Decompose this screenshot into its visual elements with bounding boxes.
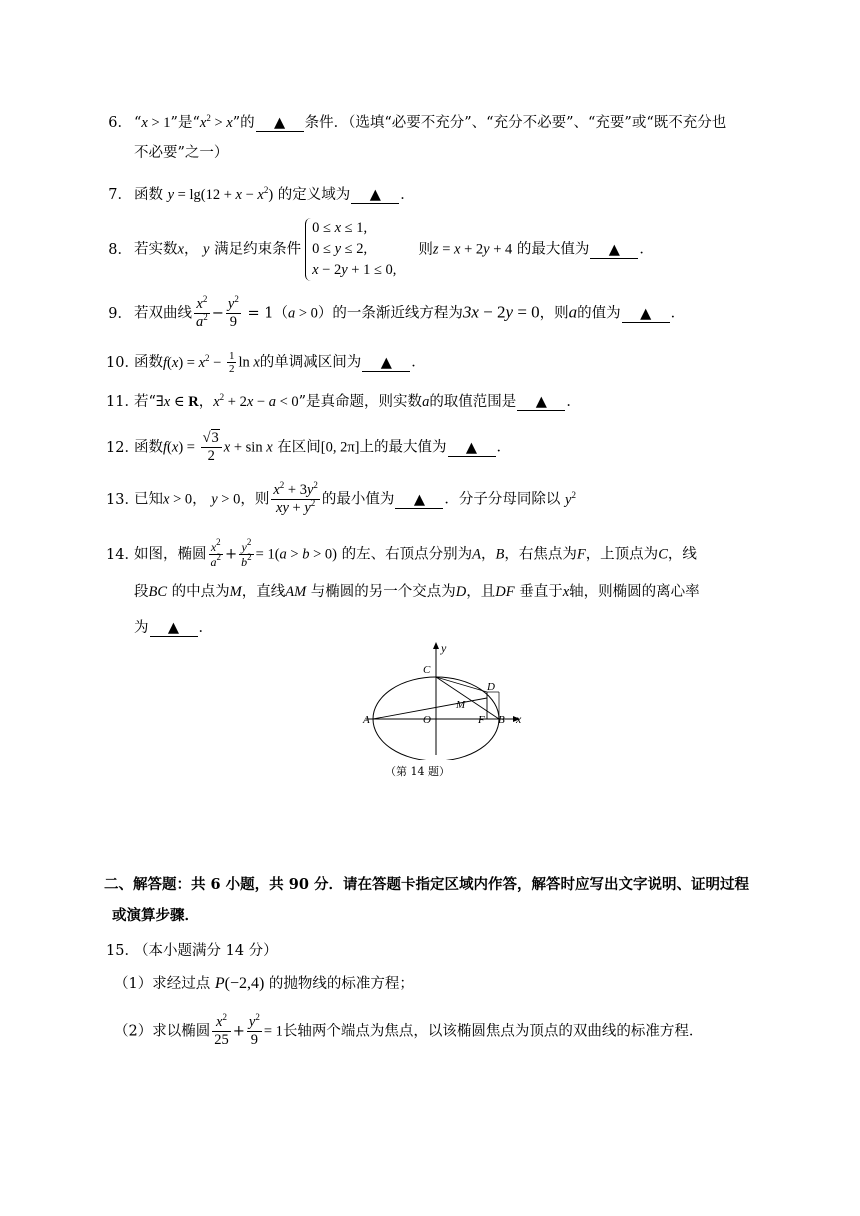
question-8: 8． 若实数x， y 满足约束条件 0 ≤ x ≤ 1, 0 ≤ y ≤ 2, x − 2y + 1 ≤ 0, 则z = x + 2y + 4 的最大值为 ▲ ．	[106, 218, 654, 281]
fraction: $\frac{y^2}{9}$	[227, 294, 239, 330]
label-o: O	[423, 714, 431, 726]
label-x: x	[516, 712, 522, 726]
question-number: 15．	[106, 943, 139, 959]
figure-caption: （第 14 题）	[385, 765, 450, 778]
answer-blank: ▲	[362, 355, 410, 372]
question-9: 9． 若双曲线 $\frac{x^2}{a^2}$ − $\frac{y^2}{9}$ = 1（a > 0）的一条渐近线方程为3x − 2y = 0，则a的值为 ▲ ．	[106, 296, 685, 331]
question-number: 14．	[106, 546, 139, 563]
question-6-continuation: 不必要”之一）	[134, 145, 229, 161]
fraction: $\frac{y^2}{b^2}$	[241, 537, 252, 569]
answer-blank: ▲	[517, 394, 565, 411]
question-number: 6．	[108, 115, 132, 131]
question-15-score: （本小题满分 14 分）	[134, 943, 278, 959]
math-expression: $f(x) = x^2$ −	[163, 352, 225, 371]
question-10: 10．函数$f(x) = x^2$ − $\frac{1}{2}$ ln x的单调减区间为 ▲ ．	[106, 350, 426, 375]
y-axis-arrow	[433, 642, 439, 649]
math-expression: ∃x ∈ R，$x^2 + 2x - a < 0$	[155, 392, 299, 410]
question-6: 6． “x > 1”是“$x^2 > x$”的 ▲ 条件．（选填“必要不充分”、“充分不必要”、“充要”或“既不充分也	[106, 112, 726, 134]
label-f: F	[478, 714, 485, 726]
question-13: 13．已知x > 0， y > 0，则 $\frac{x^2 + 3y^2}{xy + y^2}$ 的最小值为 ▲ ．分子分母同除以 $y^2$	[106, 480, 576, 516]
constraint-system: 0 ≤ x ≤ 1, 0 ≤ y ≤ 2, x − 2y + 1 ≤ 0,	[305, 218, 396, 281]
label-b: B	[498, 714, 505, 726]
label-a: A	[363, 714, 370, 726]
fraction: $\frac{x^2}{25}$	[214, 1012, 229, 1048]
answer-blank: ▲	[150, 620, 198, 637]
math-expression: f(x) =	[163, 439, 199, 456]
answer-blank: ▲	[448, 440, 496, 457]
question-15	[106, 940, 278, 962]
label-y: y	[441, 641, 447, 655]
question-number: 10．	[106, 354, 139, 371]
question-number: 9．	[108, 305, 132, 322]
answer-blank: ▲	[590, 242, 638, 259]
question-11: 11．若“∃x ∈ R，$x^2 + 2x - a < 0$”是真命题，则实数a的取值范围是 ▲ ．	[106, 391, 581, 413]
ellipse-figure	[360, 640, 540, 760]
question-15-part-1: （1）求经过点 P(−2,4) 的抛物线的标准方程；	[114, 975, 414, 992]
fraction: $\frac{x^2}{a^2}$	[210, 537, 221, 569]
question-14-line-2: 段BC 的中点为M，直线AM 与椭圆的另一个交点为D，且DF 垂直于x轴，则椭圆的离心率	[134, 584, 700, 600]
math-expression: x > 1	[141, 115, 171, 131]
question-number: 11．	[106, 394, 139, 410]
math-expression: $y = \lg(12 + x - x^2)$	[167, 185, 274, 203]
fraction: $\frac{x^2}{a^2}$	[196, 294, 208, 330]
answer-blank: ▲	[622, 306, 670, 323]
answer-blank: ▲	[256, 115, 304, 132]
question-14-line-3: 为 ▲ ．	[134, 620, 213, 636]
fraction: $\frac{√3}{2}$	[201, 430, 222, 465]
answer-blank: ▲	[395, 492, 443, 509]
question-number: 12．	[106, 439, 139, 456]
label-d: D	[487, 681, 495, 693]
question-15-part-2: （2）求以椭圆 $\frac{x^2}{25}$ + $\frac{y^2}{9}$ = 1长轴两个端点为焦点，以该椭圆焦点为顶点的双曲线的标准方程．	[114, 1012, 704, 1048]
answer-blank: ▲	[351, 187, 399, 204]
fraction: $\frac{y^2}{9}$	[248, 1012, 260, 1048]
question-7: 7． 函数 $y = \lg(12 + x - x^2)$ 的定义域为 ▲ ．	[106, 184, 415, 206]
math-expression: z = x + 2y + 4	[432, 241, 513, 258]
math-expression: $x^2 > x$	[199, 113, 233, 131]
fraction: $\frac{1}{2}$	[228, 350, 235, 375]
question-number: 8．	[108, 241, 132, 258]
question-number: 7．	[108, 187, 132, 203]
question-number: 13．	[106, 491, 139, 508]
label-m: M	[456, 699, 466, 711]
label-c: C	[423, 664, 431, 676]
question-14: 14．如图，椭圆 $\frac{x^2}{a^2}$ + $\frac{y^2}{b^2}$ = 1(a > b > 0) 的左、右顶点分别为A，B，右焦点为F，上顶点为C，线	[106, 537, 697, 569]
fraction: $\frac{x^2 + 3y^2}{xy + y^2}$	[273, 480, 318, 516]
section-heading-continuation: 或演算步骤．	[112, 907, 199, 924]
segment-cd	[436, 677, 487, 692]
question-12: 12．函数f(x) = $\frac{√3}{2}$ x + sin x 在区间[0, 2π]上的最大值为 ▲ ．	[106, 430, 511, 464]
section-heading: 二、解答题：共 6 小题，共 90 分．请在答题卡指定区域内作答，解答时应写出文字说明、证明过程	[104, 876, 749, 893]
